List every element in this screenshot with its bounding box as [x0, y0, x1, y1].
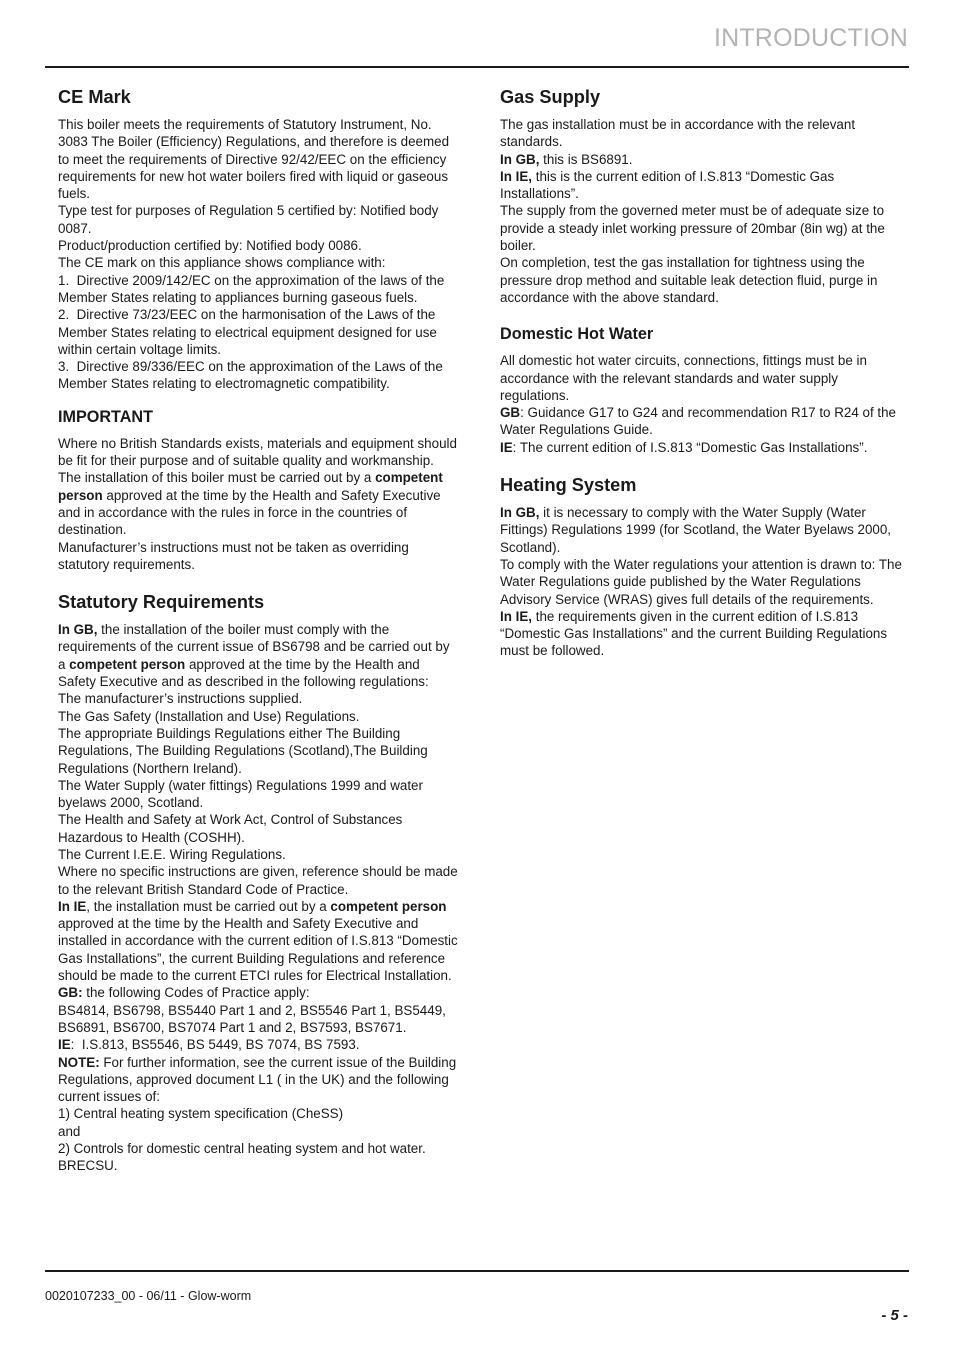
note-para: NOTE: For further information, see the current issue of the Building Regulations, approved document L1 ( in the UK) and the following current issues of: — [58, 1054, 457, 1105]
important-para: The installation of this boiler must be carried out by a competent person approved at the time by the Health and Safety Executive and in accordance with the rules in force in the countries of destination. — [58, 470, 443, 538]
ce-mark-para: Product/production certified by: Notified body 0086. — [58, 238, 362, 254]
page-number: - 5 - — [881, 1307, 908, 1324]
statutory-heading: Statutory Requirements — [58, 592, 265, 613]
left-column — [58, 86, 458, 1189]
codes-gb-intro: GB: the following Codes of Practice apply: — [58, 985, 310, 1001]
ce-mark-section — [58, 86, 458, 393]
codes-ie-list: IE: I.S.813, BS5546, BS 5449, BS 7074, BS 7593. — [58, 1037, 360, 1053]
ce-mark-para: Type test for purposes of Regulation 5 certified by: Notified body 0087. — [58, 203, 439, 236]
ce-mark-para: The CE mark on this appliance shows compliance with: — [58, 255, 386, 271]
important-section — [58, 407, 458, 573]
note-item: 1) Central heating system specification (CheSS) — [58, 1106, 344, 1122]
page-header-title: INTRODUCTION — [713, 24, 908, 52]
right-column — [500, 86, 902, 674]
gas-supply-para: The gas installation must be in accordance with the relevant standards. — [500, 117, 856, 150]
dhw-section — [500, 324, 902, 456]
heating-ie: In IE, the requirements given in the current edition of I.S.813 “Domestic Gas Installations” and the current Building Regulations must be followed. — [500, 608, 888, 659]
ce-mark-para: This boiler meets the requirements of Statutory Instrument, No. 3083 The Boiler (Efficiency) Regulations, and therefore is deemed to meet the requirements of Directive 92/42/EEC on the efficiency requirements for new hot water boilers fired with liquid or gaseous fuels. — [58, 117, 450, 202]
ce-mark-list-item: 1. Directive 2009/142/EC on the approximation of the laws of the Member States relating to appliances burning gaseous fuels. — [58, 272, 445, 305]
statutory-line: The appropriate Buildings Regulations either The Building Regulations, The Building Regulations (Scotland),The Building Regulations (Northern Ireland). — [58, 725, 428, 776]
dhw-heading: Domestic Hot Water — [500, 325, 654, 344]
gas-supply-section — [500, 86, 902, 306]
statutory-line: The Water Supply (water fittings) Regulations 1999 and water byelaws 2000, Scotland. — [58, 777, 423, 811]
important-heading: IMPORTANT — [58, 407, 154, 426]
gas-supply-para: On completion, test the gas installation for tightness using the pressure drop method and suitable leak detection fluid, purge in accordance with the above standard. — [500, 255, 878, 305]
ce-mark-heading: CE Mark — [58, 87, 131, 107]
gas-supply-ie: In IE, this is the current edition of I.S.813 “Domestic Gas Installations”. — [500, 168, 835, 202]
statutory-ie-para: In IE, the installation must be carried out by a competent person approved at the time by the Health and Safety Executive and installed in accordance with the current edition of I.S.813 “Domestic Gas Installations”, the current Building Regulations and reference should be made to the current ETCI rules for Electrical Installation. — [58, 898, 458, 984]
heating-gb: In GB, it is necessary to comply with the Water Supply (Water Fittings) Regulations 1999 (for Scotland, the Water Byelaws 2000, Scotland). — [500, 505, 892, 555]
statutory-line: The manufacturer’s instructions supplied. — [58, 691, 303, 707]
heating-heading: Heating System — [500, 475, 637, 496]
heating-section — [500, 474, 902, 660]
footer-doc-code: 0020107233_00 - 06/11 - Glow-worm — [45, 1289, 252, 1303]
gas-supply-gb: In GB, this is BS6891. — [500, 151, 633, 167]
important-para: Where no British Standards exists, materials and equipment should be fit for their purpose and of suitable quality and workmanship. — [58, 435, 457, 469]
dhw-gb: GB: Guidance G17 to G24 and recommendation R17 to R24 of the Water Regulations Guide. — [500, 405, 897, 438]
statutory-line: Where no specific instructions are given, reference should be made to the relevant British Standard Code of Practice. — [58, 864, 458, 897]
statutory-line: The Current I.E.E. Wiring Regulations. — [58, 846, 286, 862]
footer-divider — [45, 1270, 909, 1272]
note-item: 2) Controls for domestic central heating system and hot water. BRECSU. — [58, 1141, 426, 1174]
heating-para: To comply with the Water regulations your attention is drawn to: The Water Regulations guide published by the Water Regulations Advisory Service (WRAS) gives full details of the requirements. — [500, 556, 902, 607]
ce-mark-list-item: 2. Directive 73/23/EEC on the harmonisation of the Laws of the Member States relating to electrical equipment designed for use within certain voltage limits. — [58, 307, 437, 357]
gas-supply-para: The supply from the governed meter must be of adequate size to provide a steady inlet working pressure of 20mbar (8in wg) at the boiler. — [500, 203, 885, 254]
header-divider — [45, 66, 909, 68]
statutory-section — [58, 591, 458, 1175]
gas-supply-heading: Gas Supply — [500, 87, 601, 107]
important-para: Manufacturer’s instructions must not be taken as overriding statutory requirements. — [58, 539, 409, 572]
statutory-line: The Gas Safety (Installation and Use) Regulations. — [58, 708, 360, 724]
dhw-para: All domestic hot water circuits, connections, fittings must be in accordance with the relevant standards and water supply regulations. — [500, 353, 867, 403]
note-item: and — [58, 1123, 81, 1139]
statutory-line: The Health and Safety at Work Act, Control of Substances Hazardous to Health (COSHH). — [58, 812, 403, 845]
codes-gb-list: BS4814, BS6798, BS5440 Part 1 and 2, BS5546 Part 1, BS5449, BS6891, BS6700, BS7074 Part 1 and 2, BS7593, BS7671. — [58, 1002, 446, 1035]
ce-mark-list-item: 3. Directive 89/336/EEC on the approximation of the Laws of the Member States relating to electromagnetic compatibility. — [58, 359, 443, 392]
statutory-gb-para: In GB, the installation of the boiler must comply with the requirements of the current issue of BS6798 and be carried out by a competent person approved at the time by the Health and Safety Executive and as described in the following regulations: — [58, 622, 450, 690]
dhw-ie: IE: The current edition of I.S.813 “Domestic Gas Installations”. — [500, 439, 868, 455]
